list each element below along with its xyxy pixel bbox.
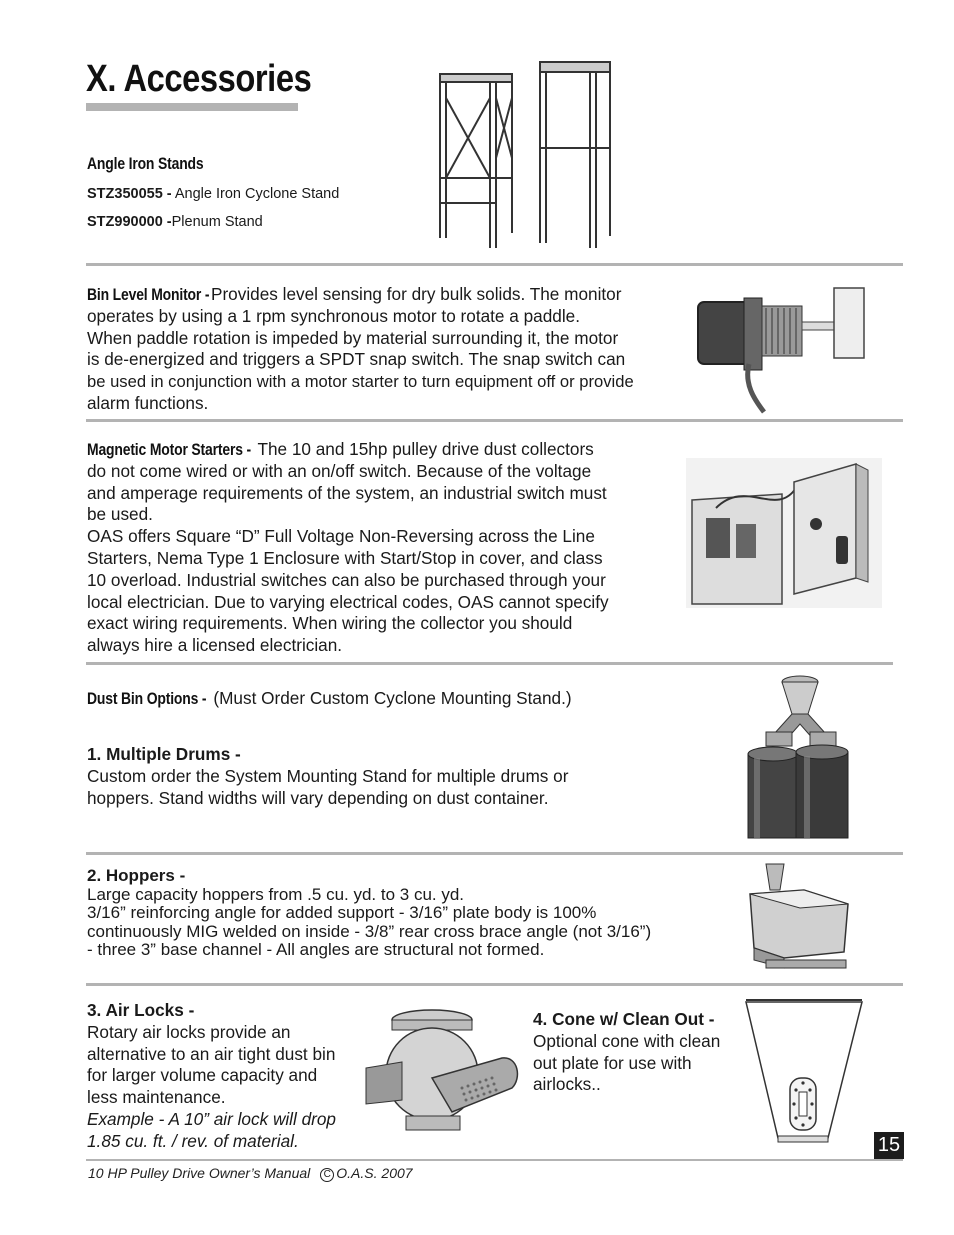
dust-bin-note: (Must Order Custom Cyclone Mounting Stand.) <box>208 688 572 708</box>
footer <box>88 1165 413 1182</box>
footer-copyright: O.A.S. 2007 <box>336 1165 413 1181</box>
angle-iron-heading: Angle Iron Stands <box>87 154 204 173</box>
section-divider <box>86 662 893 665</box>
footer-divider <box>86 1159 903 1161</box>
title-underline <box>86 103 298 111</box>
motor-starter-illustration <box>686 458 882 608</box>
multiple-drums-text: 1. Multiple Drums - Custom order the System Mounting Stand for multiple drums or hoppers. Stand widths will vary depending on dust container. <box>87 744 687 809</box>
angle-iron-stands-illustration <box>430 58 630 248</box>
dust-bin-heading: Dust Bin Options - <box>87 689 207 708</box>
bin-level-text: Bin Level Monitor - Provides level sensing for dry bulk solids. The monitor operates by using a 1 rpm synchronous motor to rotate a paddle. When paddle rotation is impeded by material surrounding it, the motor is de-energized and triggers a SPDT snap switch. The snap switch can be used in conjunction with a motor starter to turn equipment off or provide alarm functions. <box>87 284 634 413</box>
motor-starters-text: Magnetic Motor Starters - The 10 and 15hp pulley drive dust collectors do not come wired or with an on/off switch. Because of the voltage and amperage requirements of the system, an industrial switch must be used. OAS offers Square “D” Full Voltage Non-Reversing across the Line Starters, Nema Type 1 Enclosure with Start/Stop in cover, and class 10 overload. Industrial switches can also be purchased through your local electrician. Due to varying electrical codes, OAS cannot specify exact wiring requirements. When wiring the collector you should always hire a licensed electrician. <box>87 439 609 656</box>
hoppers-text: 2. Hoppers - Large capacity hoppers from .5 cu. yd. to 3 cu. yd. 3/16” reinforcing angle for added support - 3/16” plate body is 100% continuously MIG welded on inside - 3/8” rear cross brace angle (not 3/16”) - three 3” base channel - All angles are structural not formed. <box>87 867 727 960</box>
copyright-symbol: C <box>320 1168 334 1182</box>
section-divider <box>86 263 903 266</box>
motor-starters-heading: Magnetic Motor Starters - <box>87 440 251 459</box>
air-locks-title: 3. Air Locks - <box>87 1000 195 1020</box>
dust-bin-header <box>87 688 572 710</box>
section-divider <box>86 419 903 422</box>
section-divider <box>86 852 903 855</box>
section-divider <box>86 983 903 986</box>
multiple-drums-title: 1. Multiple Drums - <box>87 744 241 764</box>
footer-manual-title: 10 HP Pulley Drive Owner’s Manual <box>88 1165 311 1181</box>
cone-illustration <box>744 998 864 1144</box>
angle-iron-list <box>87 180 339 236</box>
hopper-illustration <box>744 864 854 978</box>
hoppers-title: 2. Hoppers - <box>87 866 186 885</box>
cone-title: 4. Cone w/ Clean Out - <box>533 1009 715 1029</box>
page-number: 15 <box>874 1132 904 1159</box>
page-title: X. Accessories <box>86 58 312 100</box>
bin-level-monitor-illustration <box>694 284 874 414</box>
air-lock-illustration <box>362 1008 522 1134</box>
multiple-drums-illustration <box>744 674 854 840</box>
air-locks-text: 3. Air Locks - Rotary air locks provide an alternative to an air tight dust bin for larger volume capacity and less maintenance. Example - A 10” air lock will drop 1.85 cu. ft. / rev. of material. <box>87 1000 367 1153</box>
bin-level-heading: Bin Level Monitor - <box>87 285 210 304</box>
angle-iron-item: STZ350055 - Angle Iron Cyclone Stand <box>87 186 340 202</box>
cone-text: 4. Cone w/ Clean Out - Optional cone with clean out plate for use with airlocks.. <box>533 1009 753 1096</box>
angle-iron-item: STZ990000 -Plenum Stand <box>87 214 263 230</box>
